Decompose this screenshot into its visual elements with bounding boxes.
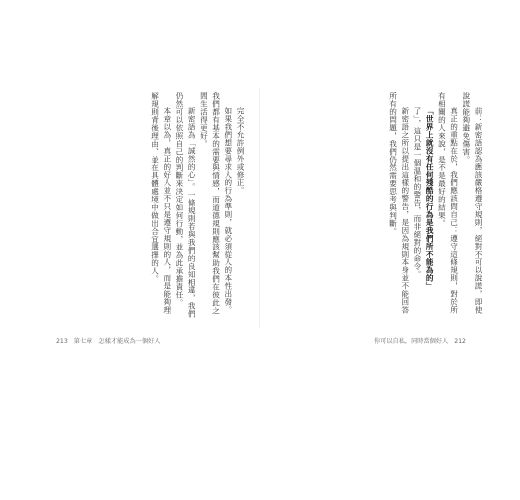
right-page xyxy=(272,92,484,322)
left-paragraph-4: 本章以為，真正的好人並不只是遵守規則的人，而是能夠理解規則背後理由、並在具體處境中做出合宜選擇的人。 xyxy=(150,92,172,314)
right-paragraph-1: 前：新密語認為應該嚴格遵守規則，絕對不可以說謊，即使說謊能夠避免傷害。 xyxy=(461,92,483,314)
left-paragraph-1: 完全不允許例外或修正。 xyxy=(236,107,245,195)
right-bold-phrase: 「世界上就沒有任何殘酷的行為是我們所不能為的」 xyxy=(425,107,435,291)
right-footer xyxy=(374,336,470,345)
right-running-head: 你可以自私，同時當個好人 xyxy=(373,338,449,345)
left-page-number: 213 xyxy=(56,338,68,345)
left-page-body xyxy=(34,92,246,320)
left-running-head: 第七章 怎樣才能成為一個好人 xyxy=(73,338,161,345)
right-paragraph-4: 新密語之所以提出這樣的警告，是因為規則本身並不能回答所有的問題，我們仍然需要思考與判斷。 xyxy=(388,92,410,314)
left-paragraph-2: 如果我們想要尋求人的行為準則，就必須從人的本性出發。我們都有基本的需要與情感，而道德規則應該幫助我們在彼此之間生活得更好。 xyxy=(199,92,233,315)
right-page-number: 212 xyxy=(454,338,466,345)
right-paragraph-3: 了」，這只是一個溫和的警告，而非絕對的命令。 xyxy=(412,107,422,279)
page-gutter xyxy=(259,88,260,328)
right-paragraph-2: 真正的重點在於，我們應該問自己：遵守這條規則，對於所有相關的人來說，是不是最好的結果。 xyxy=(437,92,459,314)
left-footer xyxy=(56,336,164,345)
left-paragraph-3: 新密語為「誠然的心」。一條規則若與我們的良知相違，我們仍然可以依照自己的判斷來決定如何行動，並為此承擔責任。 xyxy=(174,92,197,319)
left-page xyxy=(34,92,246,322)
right-page-body xyxy=(272,92,484,320)
